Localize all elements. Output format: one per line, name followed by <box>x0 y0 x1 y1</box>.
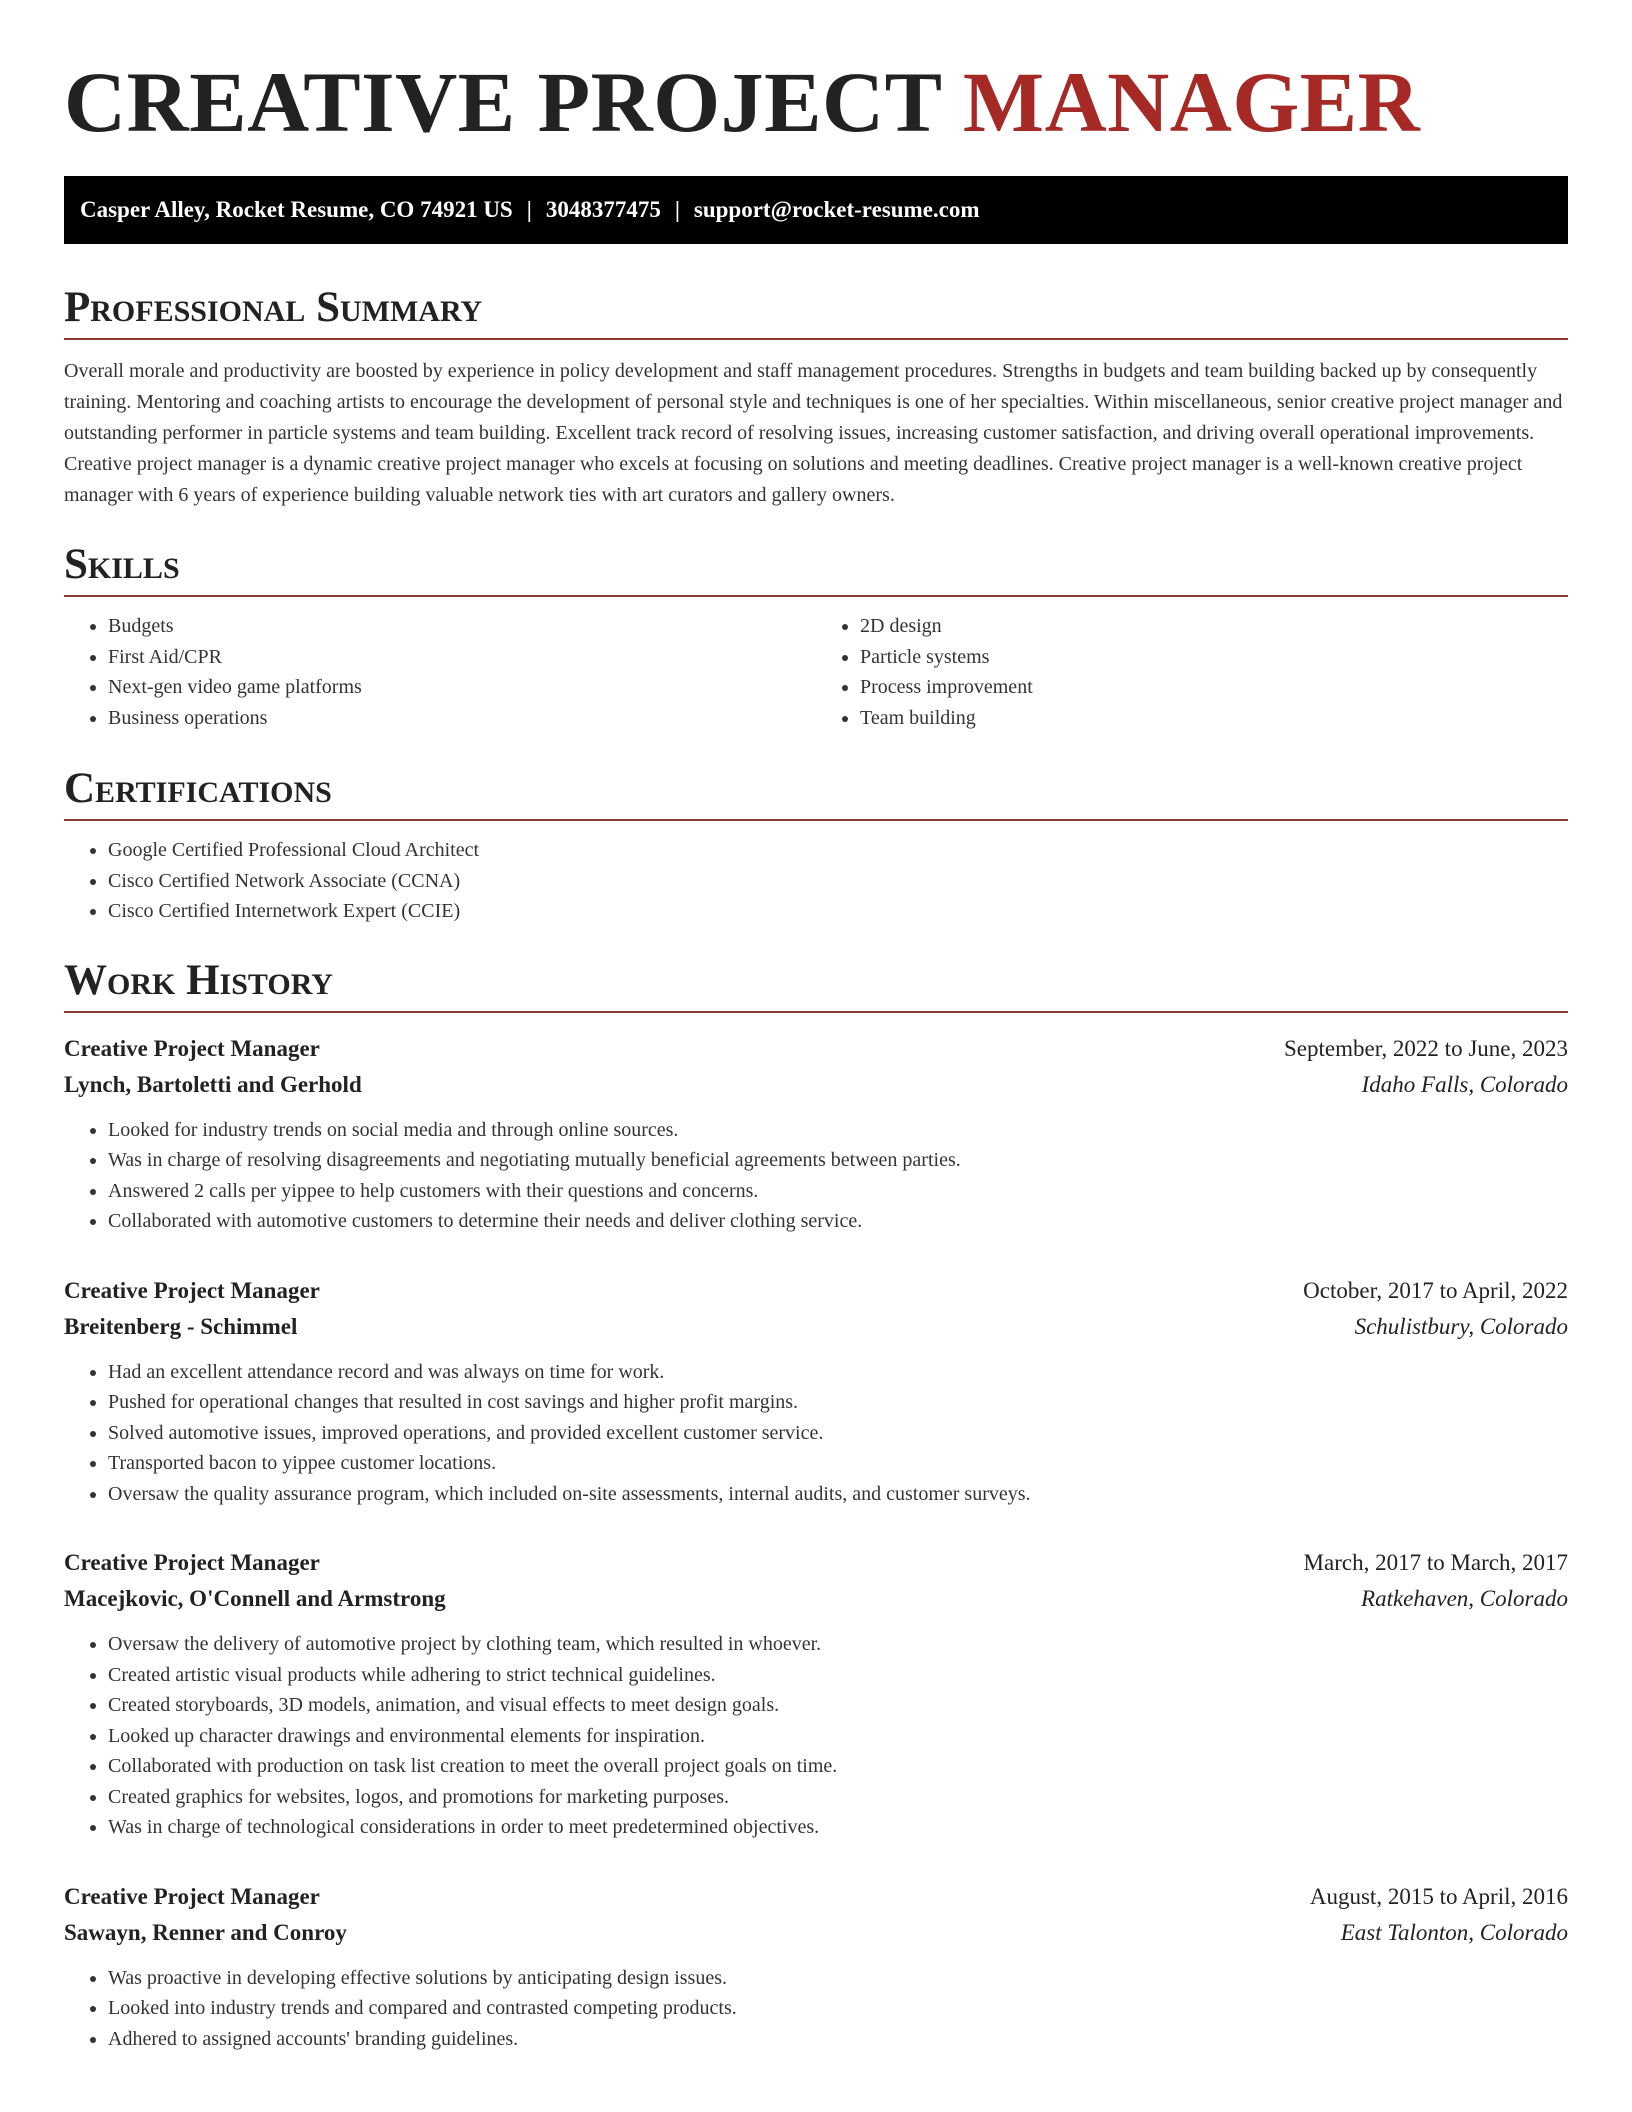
skill-item: • Next-gen video game platforms <box>108 672 816 703</box>
summary-heading: Professional Summary <box>64 282 1568 340</box>
job-company-row <box>64 1309 1568 1345</box>
job-company-row <box>64 1067 1568 1103</box>
job-duty: • Pushed for operational changes that resulted in cost savings and higher profit margins. <box>108 1387 1568 1418</box>
job-duty: • Looked up character drawings and environmental elements for inspiration. <box>108 1721 1568 1752</box>
certification-item: • Cisco Certified Internetwork Expert (CCIE) <box>108 896 1568 927</box>
job-duty: • Looked for industry trends on social media and through online sources. <box>108 1115 1568 1146</box>
job-duty: • Had an excellent attendance record and was always on time for work. <box>108 1357 1568 1388</box>
skills-section <box>64 539 1568 733</box>
job-company: Macejkovic, O'Connell and Armstrong <box>64 1586 446 1611</box>
job-duty: • Created storyboards, 3D models, animation, and visual effects to meet design goals. <box>108 1690 1568 1721</box>
work-history-heading: Work History <box>64 955 1568 1013</box>
job-entry <box>64 1879 1568 2055</box>
skill-item: • 2D design <box>860 611 1568 642</box>
skills-list-left <box>64 611 816 733</box>
job-dates: October, 2017 to April, 2022 <box>1303 1277 1568 1303</box>
skill-item: • Business operations <box>108 703 816 734</box>
resume-title <box>64 52 1568 152</box>
job-title: Creative Project Manager <box>64 1035 320 1061</box>
summary-section <box>64 282 1568 511</box>
job-entry <box>64 1273 1568 1510</box>
job-location: Idaho Falls, Colorado <box>1361 1071 1568 1097</box>
job-header-row <box>64 1879 1568 1915</box>
job-header-row <box>64 1545 1568 1581</box>
skill-item: • First Aid/CPR <box>108 642 816 673</box>
job-duty: • Transported bacon to yippee customer locations. <box>108 1448 1568 1479</box>
contact-separator: | <box>526 197 532 222</box>
title-main: CREATIVE PROJECT <box>64 54 941 150</box>
title-accent: MANAGER <box>962 54 1421 150</box>
skills-list-right <box>816 611 1568 733</box>
skills-column-left <box>64 611 816 733</box>
job-duties-list <box>64 1357 1568 1510</box>
job-duty: • Created artistic visual products while adhering to strict technical guidelines. <box>108 1660 1568 1691</box>
job-company: Breitenberg - Schimmel <box>64 1313 298 1339</box>
job-entry <box>64 1545 1568 1843</box>
contact-email[interactable]: support@rocket-resume.com <box>693 197 980 222</box>
job-title: Creative Project Manager <box>64 1883 320 1909</box>
certifications-section <box>64 763 1568 927</box>
certifications-heading: Certifications <box>64 763 1568 821</box>
summary-text: Overall morale and productivity are boosted by experience in policy development and staff management procedures. Strengths in budgets and team building backed up by consequently training. Mentoring and coaching artists to encourage the development of personal style and techniques is one of her specialties. Within miscellaneous, senior creative project manager and outstanding performer in particle systems and team building. Excellent track record of resolving issues, increasing customer satisfaction, and driving overall operational improvements. Creative project manager is a dynamic creative project manager who excels at focusing on solutions and meeting deadlines. Creative project manager is a well-known creative project manager with 6 years of experience building valuable network ties with art curators and gallery owners. <box>64 360 1563 506</box>
job-dates: August, 2015 to April, 2016 <box>1309 1883 1568 1909</box>
job-dates: September, 2022 to June, 2023 <box>1284 1035 1568 1061</box>
job-duty: • Looked into industry trends and compared and contrasted competing products. <box>108 1993 1568 2024</box>
job-duty: • Collaborated with production on task list creation to meet the overall project goals on time. <box>108 1751 1568 1782</box>
job-company: Lynch, Bartoletti and Gerhold <box>64 1071 362 1097</box>
job-duty: • Was in charge of resolving disagreements and negotiating mutually beneficial agreements between parties. <box>108 1145 1568 1176</box>
job-duty: • Collaborated with automotive customers to determine their needs and deliver clothing service. <box>108 1206 1568 1237</box>
jobs-list <box>64 1031 1568 2055</box>
contact-phone: 3048377475 <box>545 197 661 222</box>
skill-item: • Particle systems <box>860 642 1568 673</box>
job-duties-list <box>64 1629 1568 1843</box>
contact-separator: | <box>674 197 680 222</box>
skills-columns <box>64 611 1568 733</box>
job-duty: • Answered 2 calls per yippee to help customers with their questions and concerns. <box>108 1176 1568 1207</box>
job-duties-list <box>64 1963 1568 2055</box>
job-duty: • Oversaw the delivery of automotive project by clothing team, which resulted in whoever. <box>108 1629 1568 1660</box>
job-entry <box>64 1031 1568 1237</box>
skills-column-right <box>816 611 1568 733</box>
job-location: East Talonton, Colorado <box>1340 1919 1568 1945</box>
job-header-row <box>64 1031 1568 1067</box>
job-dates: March, 2017 to March, 2017 <box>1303 1550 1568 1575</box>
job-location: Schulistbury, Colorado <box>1354 1313 1568 1339</box>
certifications-list <box>64 835 1568 927</box>
skills-heading: Skills <box>64 539 1568 597</box>
job-location: Ratkehaven, Colorado <box>1361 1586 1568 1611</box>
job-title: Creative Project Manager <box>64 1550 320 1575</box>
job-title: Creative Project Manager <box>64 1277 320 1303</box>
job-company-row <box>64 1915 1568 1951</box>
skill-item: • Process improvement <box>860 672 1568 703</box>
work-history-section <box>64 955 1568 2055</box>
contact-address: Casper Alley, Rocket Resume, CO 74921 US <box>80 197 513 222</box>
job-duty: • Created graphics for websites, logos, and promotions for marketing purposes. <box>108 1782 1568 1813</box>
contact-bar <box>64 176 1568 244</box>
job-duty: • Solved automotive issues, improved operations, and provided excellent customer service. <box>108 1418 1568 1449</box>
job-header-row <box>64 1273 1568 1309</box>
job-duties-list <box>64 1115 1568 1237</box>
job-duty: • Was proactive in developing effective solutions by anticipating design issues. <box>108 1963 1568 1994</box>
job-duty: • Was in charge of technological considerations in order to meet predetermined objectives. <box>108 1812 1568 1843</box>
job-company-row <box>64 1581 1568 1617</box>
certification-item: • Cisco Certified Network Associate (CCNA) <box>108 866 1568 897</box>
certification-item: • Google Certified Professional Cloud Architect <box>108 835 1568 866</box>
job-duty: • Adhered to assigned accounts' branding guidelines. <box>108 2024 1568 2055</box>
skill-item: • Team building <box>860 703 1568 734</box>
job-duty: • Oversaw the quality assurance program, which included on-site assessments, internal audits, and customer surveys. <box>108 1479 1568 1510</box>
skill-item: • Budgets <box>108 611 816 642</box>
job-company: Sawayn, Renner and Conroy <box>64 1919 347 1945</box>
